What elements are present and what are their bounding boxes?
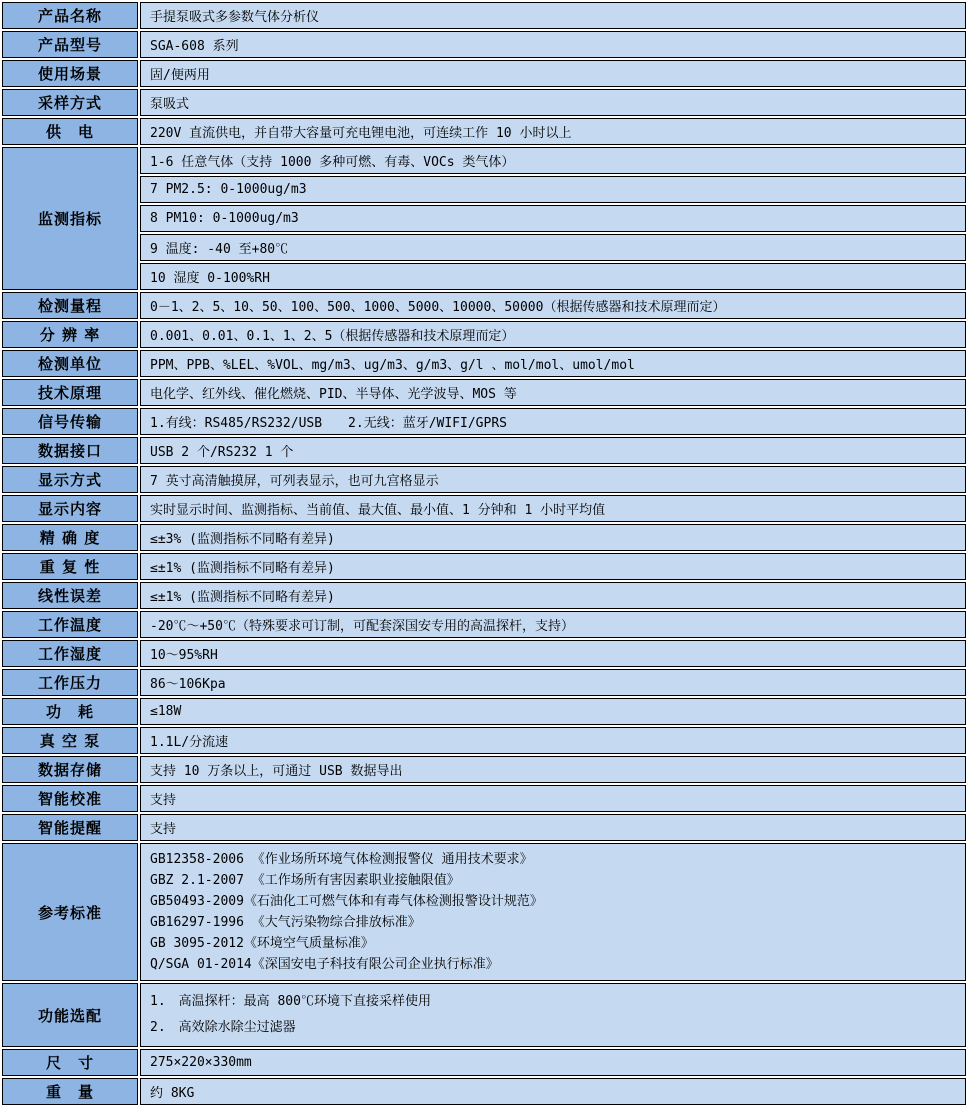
spec-row-value: 手提泵吸式多参数气体分析仪	[140, 2, 966, 29]
table-row	[2, 408, 966, 435]
table-row	[2, 118, 966, 145]
table-row	[2, 983, 966, 1047]
spec-value-line: 1. 高温探杆：最高 800℃环境下直接采样使用	[150, 994, 431, 1009]
spec-row-label: 工作温度	[2, 611, 138, 638]
spec-row-value: 220V 直流供电，并自带大容量可充电锂电池，可连续工作 10 小时以上	[140, 118, 966, 145]
spec-row-value: 7 英寸高清触摸屏，可列表显示，也可九宫格显示	[140, 466, 966, 493]
spec-row-label: 采样方式	[2, 89, 138, 116]
table-row	[2, 611, 966, 638]
spec-row-label: 检测单位	[2, 350, 138, 377]
spec-row-value: 7 PM2.5: 0-1000ug/m3	[140, 176, 966, 203]
spec-row-label: 工作压力	[2, 669, 138, 696]
spec-value-line: GB16297-1996 《大气污染物综合排放标准》	[150, 915, 421, 930]
table-row	[2, 292, 966, 319]
spec-row-value: ≤±1% (监测指标不同略有差异)	[140, 553, 966, 580]
spec-row-value: 约 8KG	[140, 1078, 966, 1105]
spec-row-value: -20℃～+50℃（特殊要求可订制，可配套深国安专用的高温探杆，支持）	[140, 611, 966, 638]
spec-row-label: 信号传输	[2, 408, 138, 435]
table-row	[2, 176, 966, 203]
spec-row-value: 1.1L/分流速	[140, 727, 966, 754]
spec-row-label: 线性误差	[2, 582, 138, 609]
spec-value-line: Q/SGA 01-2014《深国安电子科技有限公司企业执行标准》	[150, 957, 499, 972]
spec-row-label: 数据接口	[2, 437, 138, 464]
spec-row-value: 9 温度: -40 至+80℃	[140, 234, 966, 261]
spec-value-line: GB12358-2006 《作业场所环境气体检测报警仪 通用技术要求》	[150, 852, 533, 867]
table-row	[2, 60, 966, 87]
spec-row-label: 产品名称	[2, 2, 138, 29]
spec-row-value: 86～106Kpa	[140, 669, 966, 696]
table-row	[2, 698, 966, 725]
spec-row-label: 检测量程	[2, 292, 138, 319]
table-row	[2, 234, 966, 261]
table-row	[2, 31, 966, 58]
table-row	[2, 524, 966, 551]
spec-row-value: ≤±1% (监测指标不同略有差异)	[140, 582, 966, 609]
spec-row-value: 275×220×330mm	[140, 1049, 966, 1076]
spec-row-label: 智能校准	[2, 785, 138, 812]
spec-row-value: 0－1、2、5、10、50、100、500、1000、5000、10000、50000（根据传感器和技术原理而定）	[140, 292, 966, 319]
spec-row-label: 真 空 泵	[2, 727, 138, 754]
spec-row-label: 数据存储	[2, 756, 138, 783]
spec-row-label: 显示方式	[2, 466, 138, 493]
spec-row-label: 重 量	[2, 1078, 138, 1105]
spec-row-value: 8 PM10: 0-1000ug/m3	[140, 205, 966, 232]
table-row	[2, 1049, 966, 1076]
spec-table-body	[2, 2, 966, 1105]
spec-row-value: 10～95%RH	[140, 640, 966, 667]
table-row	[2, 553, 966, 580]
table-row	[2, 350, 966, 377]
spec-row-label: 监测指标	[2, 147, 138, 290]
spec-value-line: GB50493-2009《石油化工可燃气体和有毒气体检测报警设计规范》	[150, 894, 543, 909]
table-row	[2, 437, 966, 464]
table-row	[2, 89, 966, 116]
table-row	[2, 640, 966, 667]
spec-row-label: 参考标准	[2, 843, 138, 981]
spec-row-label: 尺 寸	[2, 1049, 138, 1076]
spec-row-label: 重 复 性	[2, 553, 138, 580]
spec-value-line: GB 3095-2012《环境空气质量标准》	[150, 936, 374, 951]
table-row	[2, 147, 966, 174]
table-row	[2, 582, 966, 609]
spec-row-value: USB 2 个/RS232 1 个	[140, 437, 966, 464]
table-row	[2, 814, 966, 841]
table-row	[2, 756, 966, 783]
spec-row-value: 支持	[140, 814, 966, 841]
spec-value-line: 2. 高效除水除尘过滤器	[150, 1020, 296, 1035]
spec-row-value: ≤±3% (监测指标不同略有差异)	[140, 524, 966, 551]
table-row	[2, 379, 966, 406]
spec-row-label: 智能提醒	[2, 814, 138, 841]
table-row	[2, 669, 966, 696]
spec-row-value: 固/便两用	[140, 60, 966, 87]
spec-row-value: PPM、PPB、%LEL、%VOL、mg/m3、ug/m3、g/m3、g/l 、mol/mol、umol/mol	[140, 350, 966, 377]
table-row	[2, 466, 966, 493]
spec-row-value	[140, 843, 966, 981]
spec-row-label: 产品型号	[2, 31, 138, 58]
spec-row-value: ≤18W	[140, 698, 966, 725]
table-row	[2, 1078, 966, 1105]
spec-value-line: GBZ 2.1-2007 《工作场所有害因素职业接触限值》	[150, 873, 460, 888]
table-row	[2, 263, 966, 290]
spec-row-label: 精 确 度	[2, 524, 138, 551]
spec-row-value: 电化学、红外线、催化燃烧、PID、半导体、光学波导、MOS 等	[140, 379, 966, 406]
table-row	[2, 2, 966, 29]
spec-row-value: 泵吸式	[140, 89, 966, 116]
table-row	[2, 495, 966, 522]
spec-row-label: 分 辨 率	[2, 321, 138, 348]
spec-row-label: 显示内容	[2, 495, 138, 522]
table-row	[2, 205, 966, 232]
spec-row-value: 实时显示时间、监测指标、当前值、最大值、最小值、1 分钟和 1 小时平均值	[140, 495, 966, 522]
spec-row-label: 功能选配	[2, 983, 138, 1047]
table-row	[2, 785, 966, 812]
spec-row-value: 1.有线：RS485/RS232/USB 2.无线：蓝牙/WIFI/GPRS	[140, 408, 966, 435]
spec-row-value: 10 湿度 0-100%RH	[140, 263, 966, 290]
table-row	[2, 321, 966, 348]
spec-row-label: 工作湿度	[2, 640, 138, 667]
spec-row-value: SGA-608 系列	[140, 31, 966, 58]
table-row	[2, 843, 966, 981]
spec-row-label: 功 耗	[2, 698, 138, 725]
spec-row-label: 技术原理	[2, 379, 138, 406]
table-row	[2, 727, 966, 754]
spec-row-value: 1-6 任意气体（支持 1000 多种可燃、有毒、VOCs 类气体）	[140, 147, 966, 174]
spec-row-value: 支持 10 万条以上，可通过 USB 数据导出	[140, 756, 966, 783]
spec-row-value: 支持	[140, 785, 966, 812]
spec-row-value	[140, 983, 966, 1047]
spec-row-value: 0.001、0.01、0.1、1、2、5（根据传感器和技术原理而定）	[140, 321, 966, 348]
spec-row-label: 供 电	[2, 118, 138, 145]
spec-row-label: 使用场景	[2, 60, 138, 87]
